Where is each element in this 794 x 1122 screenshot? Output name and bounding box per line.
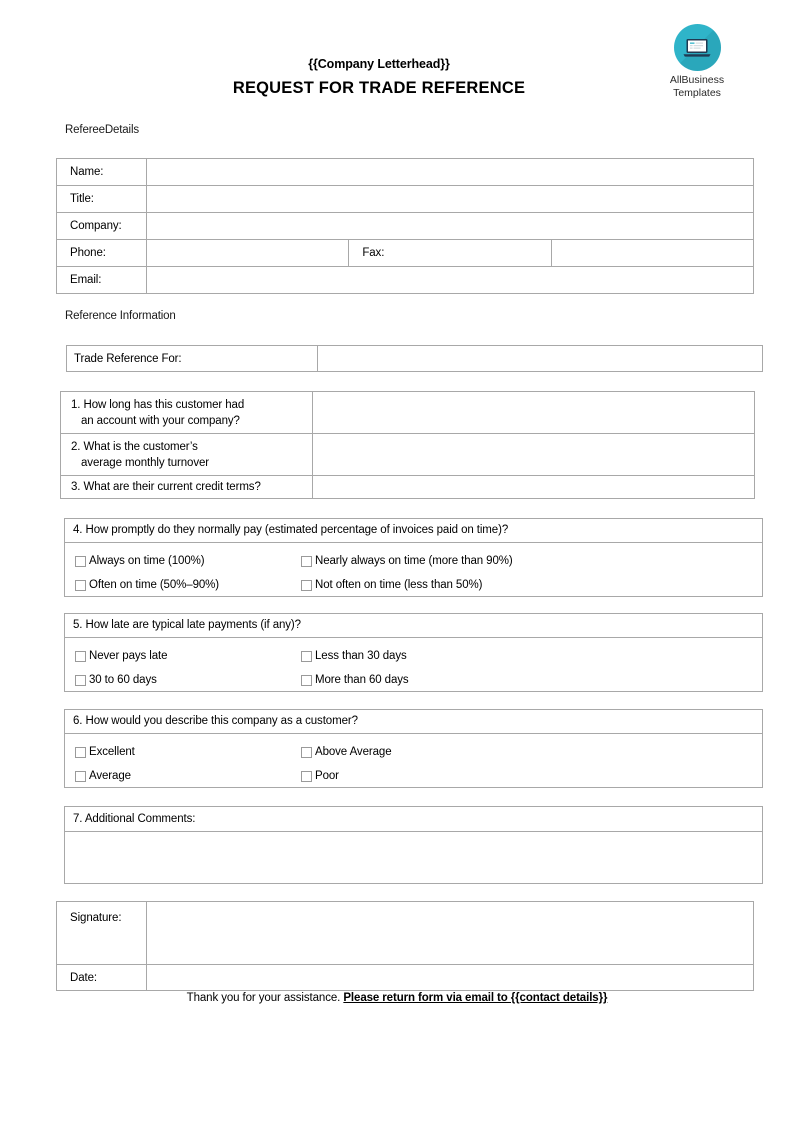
- checkbox-icon[interactable]: [301, 580, 312, 591]
- question-1-line2: an account with your company?: [81, 414, 240, 427]
- email-input-cell[interactable]: [147, 267, 754, 294]
- checkbox-icon[interactable]: [301, 651, 312, 662]
- q6-option-excellent[interactable]: [65, 746, 293, 758]
- signature-label: Signature:: [70, 912, 122, 924]
- title-label-cell: [57, 186, 147, 213]
- question-7-heading: 7. Additional Comments:: [65, 807, 762, 832]
- date-label: Date:: [70, 971, 97, 984]
- date-label-cell: [57, 965, 147, 991]
- table-row: [57, 213, 754, 240]
- footer-note: [0, 992, 794, 1004]
- title-input-cell[interactable]: [147, 186, 754, 213]
- question-3-text: [61, 479, 312, 495]
- question-1-answer-cell[interactable]: [313, 392, 755, 434]
- q6-option-label: Poor: [315, 770, 339, 782]
- checkbox-icon[interactable]: [75, 747, 86, 758]
- question-5-options: [65, 638, 762, 699]
- allbusiness-templates-logo: [653, 24, 741, 99]
- question-2-line2: average monthly turnover: [81, 456, 210, 469]
- option-row: [65, 573, 762, 597]
- option-row: [65, 764, 762, 788]
- checkbox-icon[interactable]: [301, 747, 312, 758]
- name-input-cell[interactable]: [147, 159, 754, 186]
- option-row: [65, 668, 762, 692]
- q5-option-less-than-30-days[interactable]: [293, 650, 407, 662]
- logo-circle: [674, 24, 721, 71]
- phone-label: Phone:: [70, 247, 106, 259]
- logo-wordmark: [653, 74, 741, 99]
- checkbox-icon[interactable]: [75, 675, 86, 686]
- trade-reference-label: Trade Reference For:: [74, 352, 182, 365]
- q4-option-label: Often on time (50%–90%): [89, 579, 220, 591]
- q6-option-label: Above Average: [315, 746, 392, 758]
- company-label: Company:: [70, 220, 122, 232]
- question-6-options: [65, 734, 762, 795]
- question-4-heading: 4. How promptly do they normally pay (estimated percentage of invoices paid on time)?: [65, 519, 762, 543]
- question-7-block: [64, 806, 763, 884]
- trade-reference-input-cell[interactable]: [318, 346, 763, 372]
- checkbox-icon[interactable]: [75, 771, 86, 782]
- question-4-options: [65, 543, 762, 604]
- page-title: REQUEST FOR TRADE REFERENCE: [232, 79, 526, 97]
- checkbox-icon[interactable]: [301, 556, 312, 567]
- table-row: [57, 267, 754, 294]
- q4-option-not-often-on-time[interactable]: [293, 579, 482, 591]
- q6-option-label: Average: [89, 770, 131, 782]
- question-3-answer-cell[interactable]: [313, 476, 755, 499]
- question-2-cell: [61, 434, 313, 476]
- q5-option-label: Never pays late: [89, 650, 168, 662]
- table-row: [57, 240, 754, 267]
- table-row: [61, 392, 755, 434]
- table-row: [67, 346, 763, 372]
- signature-table: [56, 901, 754, 991]
- q6-option-average[interactable]: [65, 770, 293, 782]
- checkbox-icon[interactable]: [301, 675, 312, 686]
- q6-option-poor[interactable]: [293, 770, 339, 782]
- signature-label-cell: [57, 902, 147, 965]
- footer-thanks-text: Thank you for your assistance.: [186, 992, 341, 1004]
- name-label: Name:: [70, 166, 104, 178]
- reference-information-heading: Reference Information: [65, 310, 176, 322]
- phone-label-cell: [57, 240, 147, 267]
- questions-1-3-table: [60, 391, 755, 499]
- table-row: [57, 965, 754, 991]
- document-header: [0, 0, 794, 120]
- table-row: [57, 159, 754, 186]
- additional-comments-input[interactable]: [65, 832, 762, 884]
- company-letterhead-placeholder: {{Company Letterhead}}: [308, 57, 450, 71]
- q5-option-label: 30 to 60 days: [89, 674, 157, 686]
- table-row: [57, 186, 754, 213]
- logo-brand-line1: AllBusiness: [669, 74, 725, 86]
- referee-details-table: [56, 158, 754, 294]
- q6-option-above-average[interactable]: [293, 746, 392, 758]
- question-2-answer-cell[interactable]: [313, 434, 755, 476]
- q4-option-label: Not often on time (less than 50%): [315, 579, 483, 591]
- question-5-heading: 5. How late are typical late payments (if any)?: [65, 614, 762, 638]
- q4-option-always-on-time[interactable]: [65, 555, 293, 567]
- laptop-icon: [682, 37, 712, 59]
- trade-reference-for-table: [66, 345, 763, 372]
- question-1-text: [61, 397, 312, 429]
- checkbox-icon[interactable]: [75, 556, 86, 567]
- option-row: [65, 549, 762, 573]
- q5-option-more-than-60-days[interactable]: [293, 674, 409, 686]
- date-input-cell[interactable]: [147, 965, 754, 991]
- question-6-heading: 6. How would you describe this company as a customer?: [65, 710, 762, 734]
- question-3-line1: 3. What are their current credit terms?: [71, 481, 261, 493]
- email-label: Email:: [70, 274, 102, 286]
- logo-brand-line2: Templates: [673, 86, 721, 99]
- table-row: [61, 434, 755, 476]
- email-label-cell: [57, 267, 147, 294]
- phone-input-cell[interactable]: [147, 240, 349, 267]
- referee-details-heading: RefereeDetails: [65, 124, 139, 136]
- option-row: [65, 644, 762, 668]
- checkbox-icon[interactable]: [75, 651, 86, 662]
- table-row: [57, 902, 754, 965]
- question-1-cell: [61, 392, 313, 434]
- fax-label: Fax:: [362, 247, 385, 259]
- q5-option-label: More than 60 days: [315, 674, 409, 686]
- table-row: [61, 476, 755, 499]
- q4-option-nearly-always-on-time[interactable]: [293, 555, 513, 567]
- q5-option-never-pays-late[interactable]: [65, 650, 293, 662]
- fax-input-cell[interactable]: [551, 240, 753, 267]
- fax-label-cell: [349, 240, 551, 267]
- option-row: [65, 740, 762, 764]
- question-1-line1: 1. How long has this customer had: [71, 398, 245, 411]
- q4-option-often-on-time[interactable]: [65, 579, 293, 591]
- question-6-block: [64, 709, 763, 788]
- title-label: Title:: [70, 193, 94, 205]
- trade-reference-label-cell: [67, 346, 318, 372]
- company-input-cell[interactable]: [147, 213, 754, 240]
- q4-option-label: Always on time (100%): [89, 555, 205, 567]
- question-2-text: [61, 439, 312, 471]
- q5-option-30-to-60-days[interactable]: [65, 674, 293, 686]
- question-4-block: [64, 518, 763, 597]
- signature-input-cell[interactable]: [147, 902, 754, 965]
- footer-return-instruction: Please return form via email to {{contact details}}: [343, 992, 608, 1004]
- question-3-cell: [61, 476, 313, 499]
- q6-option-label: Excellent: [89, 746, 135, 758]
- name-label-cell: [57, 159, 147, 186]
- q4-option-label: Nearly always on time (more than 90%): [315, 555, 513, 567]
- checkbox-icon[interactable]: [75, 580, 86, 591]
- q5-option-label: Less than 30 days: [315, 650, 407, 662]
- checkbox-icon[interactable]: [301, 771, 312, 782]
- question-5-block: [64, 613, 763, 692]
- question-2-line1: 2. What is the customer’s: [71, 440, 198, 453]
- company-label-cell: [57, 213, 147, 240]
